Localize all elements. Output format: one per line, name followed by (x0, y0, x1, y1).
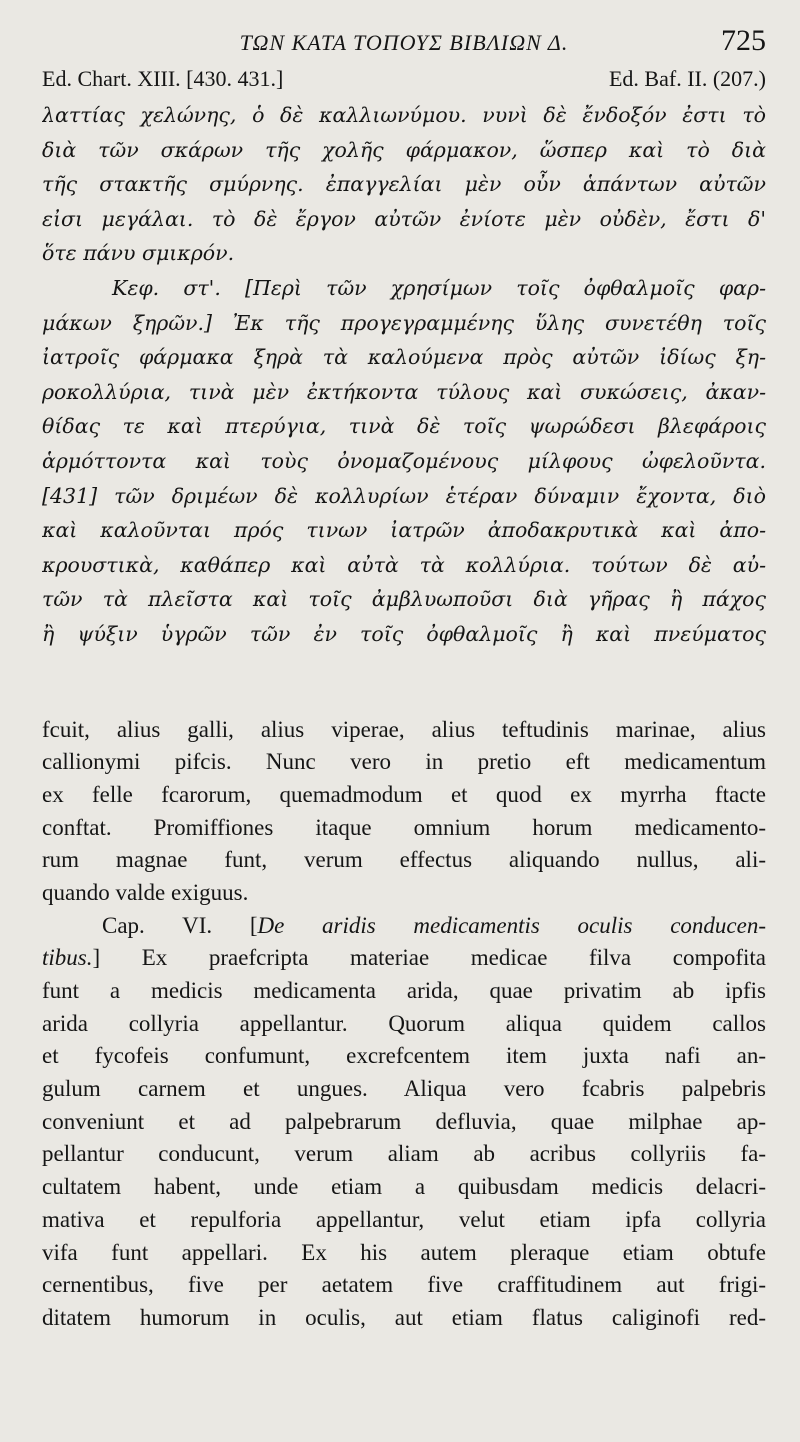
latin-line-rest: Ex praefcripta materiae medicae filva compofita (141, 945, 766, 971)
greek-line: τῆς στακτῆς σμύρνης. ἐπαγγελίαι μὲν οὖν ἁπάντων αὐτῶν (42, 172, 766, 197)
chapter-title-continuation: tibus.] Ex praefcripta materiae medicae filva compofita (42, 945, 766, 971)
latin-text-block (42, 714, 766, 1335)
greek-line: μάκων ξηρῶν.] Ἐκ τῆς προγεγραμμένης ὕλης συνετέθη τοῖς (42, 310, 766, 335)
latin-line: arida collyria appellantur. Quorum aliqua quidem callos (42, 1010, 766, 1036)
chapter-title: De aridis medicamentis oculis conducen- (257, 912, 766, 938)
latin-line: vifa funt appellari. Ex his autem pleraque etiam obtufe (42, 1239, 766, 1265)
greek-line: ὅτε πάνυ σμικρόν. (42, 241, 235, 266)
latin-line: pellantur conducunt, verum aliam ab acribus collyriis fa- (42, 1141, 766, 1167)
chapter-title-end: tibus. (42, 945, 93, 971)
latin-line: conveniunt et ad palpebrarum defluvia, quae milphae ap- (42, 1108, 766, 1134)
greek-line: καὶ καλοῦνται πρός τινων ἰατρῶν ἀποδακρυτικὰ καὶ ἀπο- (42, 518, 766, 543)
latin-line: cultatem habent, unde etiam a quibusdam medicis delacri- (42, 1174, 766, 1200)
greek-line: ροκολλύρια, τινὰ μὲν ἐκτήκοντα τύλους καὶ συκώσεις, ἀκαν- (42, 379, 766, 404)
greek-line: τῶν τὰ πλεῖστα καὶ τοῖς ἀμβλυωποῦσι διὰ γῆρας ἢ πάχος (42, 587, 766, 612)
latin-line: conftat. Promiffiones itaque omnium horum medicamento- (42, 814, 766, 840)
latin-line: fcuit, alius galli, alius viperae, alius teftudinis marinae, alius (42, 716, 766, 742)
greek-line: εἰσι μεγάλαι. τὸ δὲ ἔργον αὐτῶν ἐνίοτε μὲν οὐδὲν, ἔστι δ' (42, 206, 766, 231)
greek-line: ἰατροῖς φάρμακα ξηρὰ τὰ καλούμενα πρὸς αὐτῶν ἰδίως ξη- (42, 345, 766, 370)
latin-line: et fycofeis confumunt, excrefcentem item juxta nafi an- (42, 1043, 766, 1069)
greek-line: θίδας τε καὶ πτερύγια, τινὰ δὲ τοῖς ψωρώδεσι βλεφάροις (42, 414, 766, 439)
page-number: 725 (721, 24, 766, 57)
edition-right: Ed. Baf. II. (207.) (608, 66, 766, 91)
latin-line: rum magnae funt, verum effectus aliquando nullus, ali- (42, 847, 766, 873)
chapter-number: Cap. VI. (102, 912, 213, 938)
latin-line: callionymi pifcis. Nunc vero in pretio eft medicamentum (42, 749, 766, 775)
running-head (42, 22, 766, 66)
greek-line: διὰ τῶν σκάρων τῆς χολῆς φάρμακον, ὥσπερ καὶ τὸ διὰ (42, 137, 766, 162)
running-title: ΤΩΝ ΚΑΤΑ ΤΟΠΟΥΣ ΒΙΒΛΙΩΝ Δ. (239, 30, 569, 55)
greek-line: ἢ ψύξιν ὑγρῶν τῶν ἐν τοῖς ὀφθαλμοῖς ἢ καὶ πνεύματος (42, 621, 766, 646)
greek-text-block (42, 98, 766, 652)
chapter-heading-line: Cap. VI. [De aridis medicamentis oculis conducen- (102, 912, 766, 938)
greek-line: κρουστικὰ, καθάπερ καὶ αὐτὰ τὰ κολλύρια. τούτων δὲ αὐ- (42, 552, 766, 577)
latin-line: gulum carnem et ungues. Aliqua vero fcabris palpebris (42, 1076, 766, 1102)
latin-line: cernentibus, five per aetatem five craffitudinem aut frigi- (42, 1272, 766, 1298)
latin-line: ditatem humorum in oculis, aut etiam flatus caliginofi red- (42, 1304, 766, 1330)
latin-line: mativa et repulforia appellantur, velut etiam ipfa collyria (42, 1206, 766, 1232)
latin-line: ex felle fcarorum, quemadmodum et quod ex myrrha ftacte (42, 781, 766, 807)
edition-line (42, 66, 766, 96)
latin-line: funt a medicis medicamenta arida, quae privatim ab ipfis (42, 978, 766, 1003)
column-gap (42, 652, 766, 714)
greek-line: [431] τῶν δριμέων δὲ κολλυρίων ἑτέραν δύναμιν ἔχοντα, διὸ (42, 483, 766, 508)
greek-line: ἁρμόττοντα καὶ τοὺς ὀνομαζομένους μίλφους ὠφελοῦντα. (42, 448, 766, 473)
greek-line: λαττίας χελώνης, ὁ δὲ καλλιωνύμου. νυνὶ δὲ ἔνδοξόν ἐστι τὸ (42, 103, 766, 127)
edition-left: Ed. Chart. XIII. [430. 431.] (42, 66, 284, 91)
latin-line: quando valde exiguus. (42, 879, 249, 905)
greek-line: Κεφ. στ'. [Περὶ τῶν χρησίμων τοῖς ὀφθαλμοῖς φαρ- (112, 275, 766, 300)
